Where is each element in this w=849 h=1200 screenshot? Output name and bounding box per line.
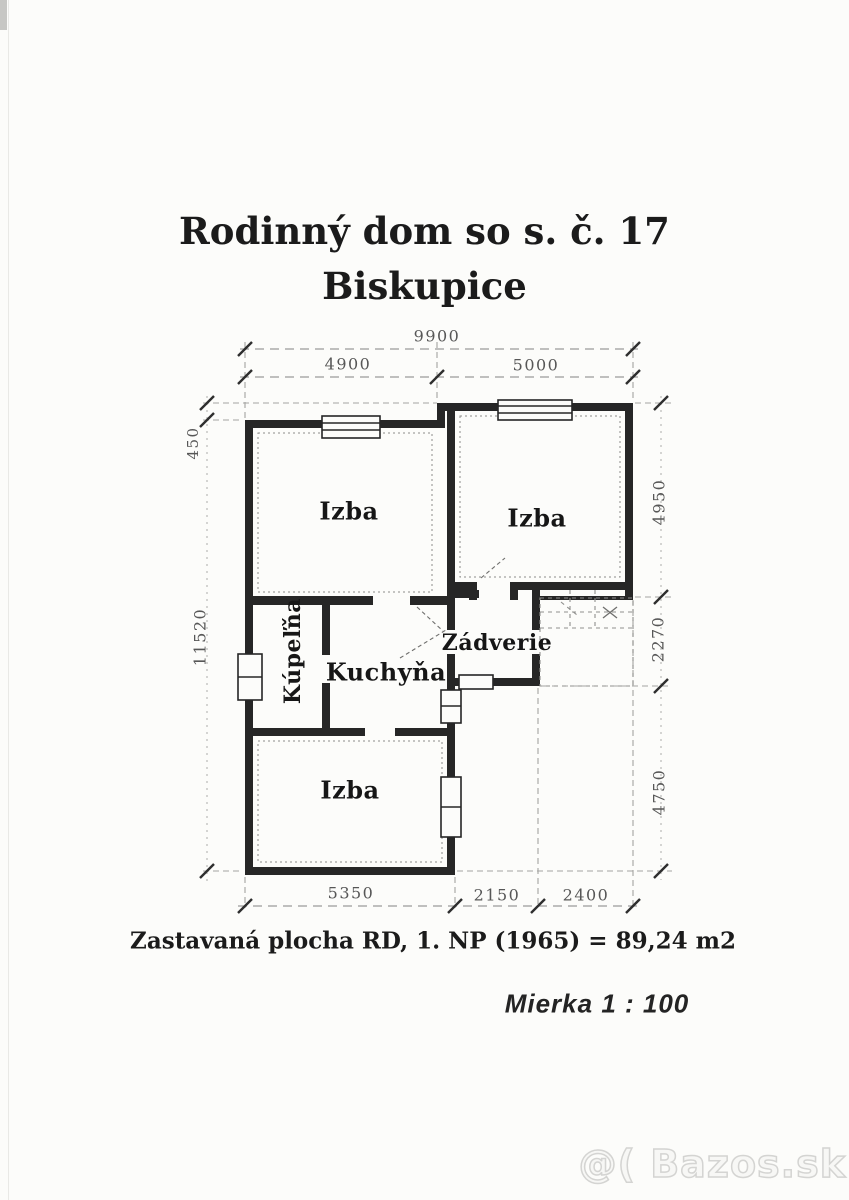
dim-total-width: 9900: [413, 326, 461, 346]
page-title-line1: Rodinný dom so s. č. 17: [179, 209, 670, 253]
page-title-line2: Biskupice: [322, 264, 527, 308]
room-label-izba-top-left: Izba: [319, 496, 379, 526]
room-label-kupelna: Kúpeľňa: [280, 597, 306, 705]
room-label-izba-bottom: Izba: [320, 775, 380, 805]
dim-right-bottom: 4750: [649, 768, 669, 816]
porch-outline: [540, 590, 633, 686]
dim-right-middle: 2270: [648, 615, 668, 663]
room-label-kuchyna: Kuchyňa: [325, 657, 447, 687]
dim-right-top: 4950: [649, 478, 669, 526]
dim-left-height: 11520: [190, 607, 210, 667]
room-label-izba-top-right: Izba: [507, 503, 567, 533]
scale-note: Mierka 1 : 100: [504, 988, 690, 1019]
built-up-area-note: Zastavaná plocha RD, 1. NP (1965) = 89,24 m2: [130, 927, 736, 955]
dim-width-right: 5000: [512, 355, 560, 375]
bazos-watermark: @( Bazos.sk: [578, 1142, 846, 1186]
side-dimension-lines: [207, 396, 661, 882]
dim-left-offset: 450: [184, 426, 202, 460]
interior-dashed-outlines: [258, 416, 620, 862]
dim-bottom-middle: 2150: [473, 885, 521, 905]
room-label-zadverie: Zádverie: [441, 630, 553, 656]
dim-width-left: 4900: [324, 354, 372, 374]
dim-bottom-left: 5350: [327, 883, 375, 903]
dim-bottom-right: 2400: [562, 885, 610, 905]
